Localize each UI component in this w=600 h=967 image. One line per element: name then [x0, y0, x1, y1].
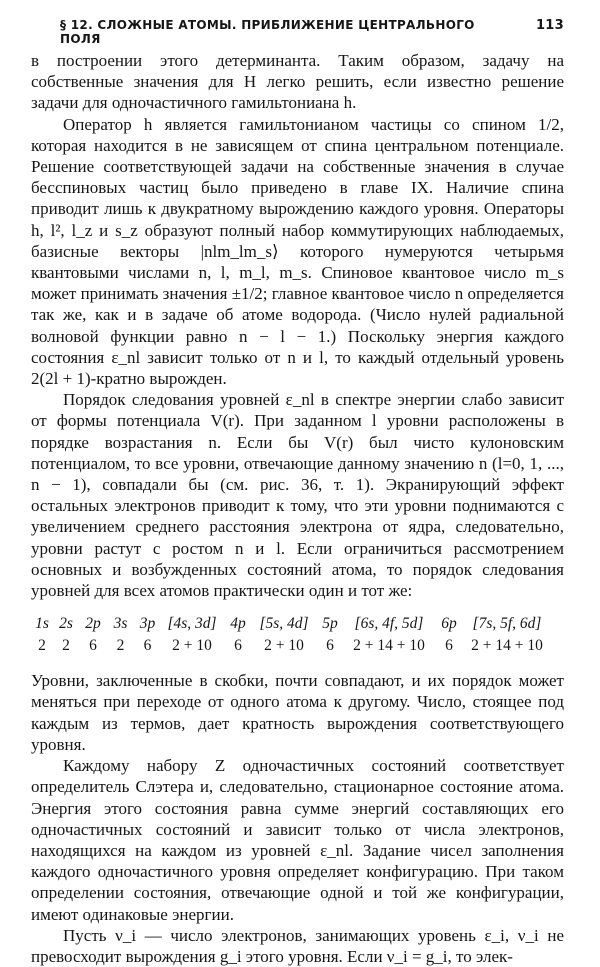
running-header	[60, 18, 564, 46]
degeneracy-cell: 2	[38, 637, 46, 655]
degeneracy-cell: 6	[445, 637, 453, 655]
page-number: 113	[535, 18, 564, 33]
energy-levels-table	[31, 613, 564, 657]
degeneracy-cell: 2 + 10	[172, 637, 212, 655]
term-cell: [6s, 4f, 5d]	[354, 615, 424, 633]
term-cell: 2s	[59, 615, 73, 633]
term-cell: 4p	[230, 615, 246, 633]
paragraph-5: Каждому набору Z одночастичных состояний соответствует определитель Слэтера и, следовательно, стационарное состояние атома. Энергия этого состояния равна сумме энергий составляющих его одночастичных состояний и зависит только от числа электронов, находящихся на каждом из уровней ε_nl. Задание чисел заполнения каждого одночастичного уровня определяет конфигурацию. При таком определении состояния, отвечающие одной и той же конфигурации, имеют одинаковые энергии.	[31, 756, 564, 924]
paragraph-2: Оператор h является гамильтонианом частицы со спином 1/2, которая находится в не зависящем от спина центральном потенциале. Решение соответствующей задачи на собственные значения в случае бесспиновых частиц было приведено в главе IX. Наличие спина приводит лишь к двукратному вырождению каждого уровня. Операторы h, l², l_z и s_z образуют полный набор коммутирующих наблюдаемых, базисные векторы |nlm_lm_s⟩ которого нумеруются четырьмя квантовыми числами n, l, m_l, m_s. Спиновое квантовое число m_s может принимать значения ±1/2; главное квантовое число n определяется так же, как и в задаче об атоме водорода. (Число нулей радиальной волновой функции равно n − l − 1.) Поскольку энергия каждого состояния ε_nl зависит только от n и l, то каждый отдельный уровень 2(2l + 1)-кратно вырожден.	[31, 114, 564, 389]
term-cell: [4s, 3d]	[167, 615, 217, 633]
degeneracy-cell: 2 + 10	[264, 637, 304, 655]
degeneracy-cell: 2	[62, 637, 70, 655]
degeneracy-cell: 2	[116, 637, 125, 655]
paragraph-3: Порядок следования уровней ε_nl в спектре энергии слабо зависит от формы потенциала V(r). При заданном l уровни расположены в порядке возрастания n. Если бы V(r) был чисто кулоновским потенциалом, то все уровни, отвечающие данному значению n (l=0, 1, ..., n − 1), совпадали бы (см. рис. 36, т. 1). Экранирующий эффект остальных электронов приводит к тому, что эти уровни поднимаются с увеличением среднего расстояния электрона от ядра, следовательно, уровни растут с ростом n и l. Если ограничиться рассмотрением основных и возбужденных состояний атома, то порядок следования уровней для всех атомов практически один и тот же:	[31, 390, 564, 601]
term-cell: 2p	[85, 615, 101, 633]
term-cell: [7s, 5f, 6d]	[472, 615, 542, 633]
term-cell: 3p	[139, 615, 156, 633]
term-cell: 3s	[113, 615, 128, 633]
body-text	[31, 50, 564, 967]
degeneracy-cell: 6	[143, 637, 152, 655]
paragraph-6: Пусть ν_i — число электронов, занимающих уровень ε_i, ν_i не превосходит вырождения g_i этого уровня. Если ν_i = g_i, то элек-	[31, 925, 564, 966]
paragraph-1: в построении этого детерминанта. Таким образом, задачу на собственные значения для H легко решить, если известно решение задачи для одночастичного гамильтониана h.	[31, 51, 564, 113]
paragraph-4: Уровни, заключенные в скобки, почти совпадают, и их порядок может меняться при переходе от одного атома к другому. Число, стоящее под каждым из термов, дает кратность вырождения соответствующего уровня.	[31, 671, 564, 754]
term-cell: 6p	[441, 615, 457, 633]
degeneracy-cell: 6	[326, 637, 334, 655]
degeneracy-cell: 2 + 14 + 10	[471, 637, 543, 655]
term-cell: [5s, 4d]	[259, 615, 309, 633]
term-cell: 1s	[35, 615, 49, 633]
degeneracy-cell: 6	[89, 637, 97, 655]
degeneracy-cell: 2 + 14 + 10	[353, 637, 425, 655]
degeneracy-row	[31, 635, 564, 657]
term-cell: 5p	[322, 615, 338, 633]
degeneracy-cell: 6	[234, 637, 242, 655]
header-title: § 12. СЛОЖНЫЕ АТОМЫ. ПРИБЛИЖЕНИЕ ЦЕНТРАЛЬНОГО ПОЛЯ	[60, 18, 475, 46]
terms-row	[31, 613, 564, 635]
